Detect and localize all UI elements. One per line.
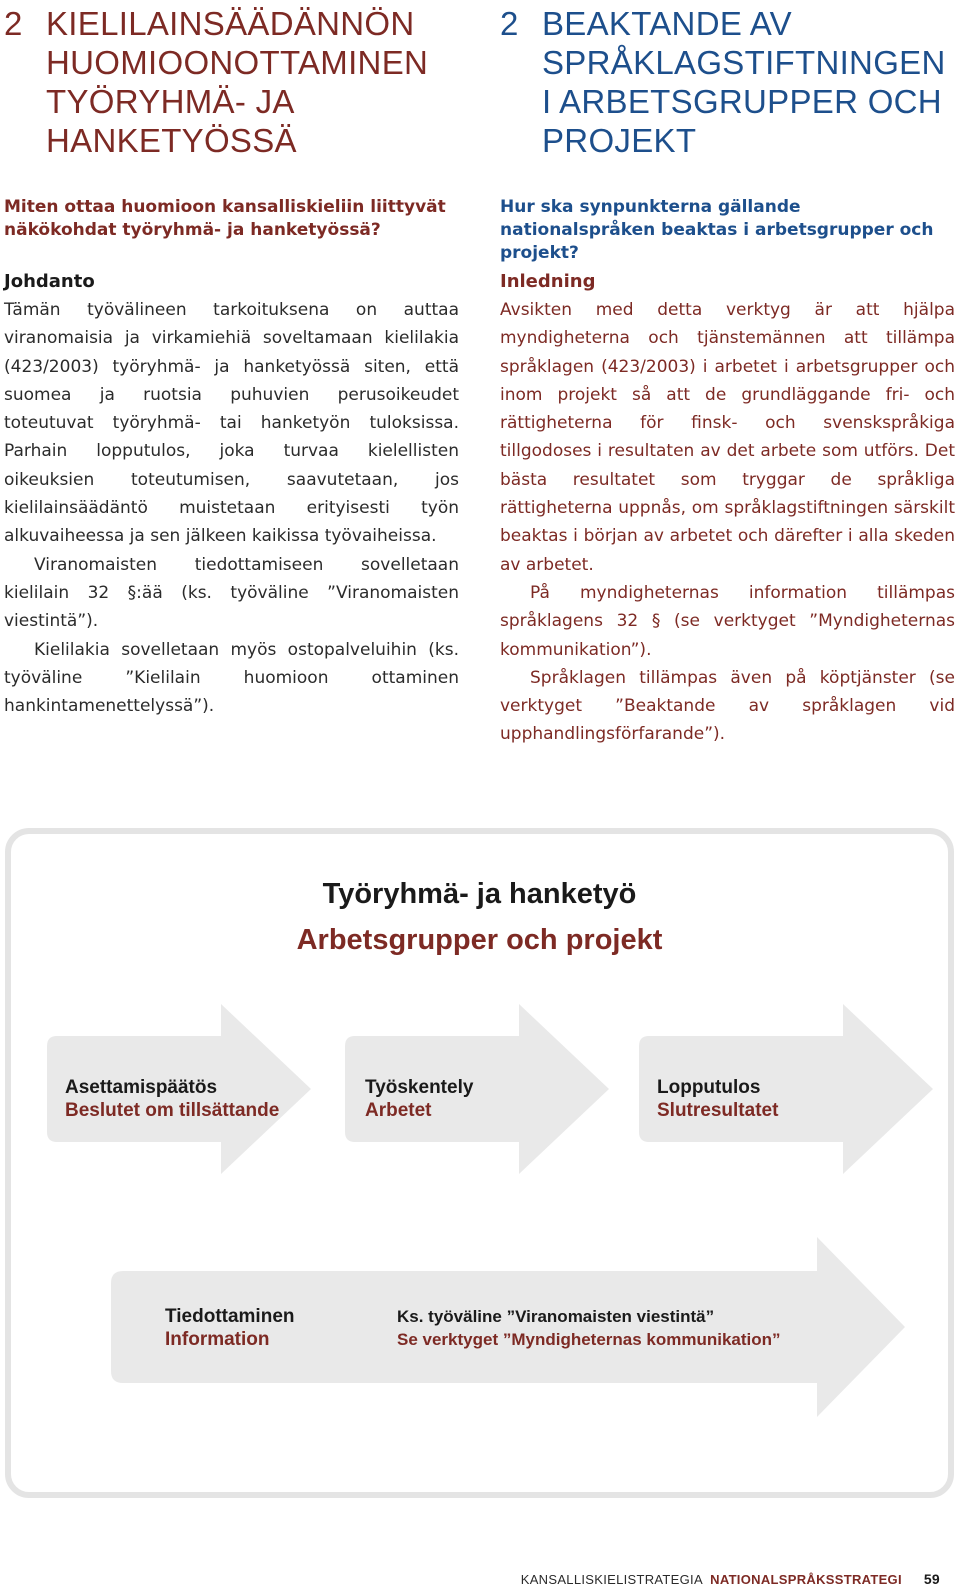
- chapter-title-sv: BEAKTANDE AV SPRÅKLAGSTIFTNINGEN I ARBETSGRUPPER OCH PROJEKT: [542, 5, 946, 159]
- chapter-heading-fi: [4, 0, 459, 160]
- step-label-sv: Beslutet om tillsättande: [65, 1100, 280, 1121]
- step-arrow: [635, 1004, 935, 1174]
- info-reference-fi: Ks. työväline ”Viranomaisten viestintä”: [397, 1307, 715, 1326]
- chapter-heading-sv: [500, 0, 955, 160]
- chapter-title-fi: KIELILAINSÄÄDÄNNÖN HUOMIOONOTTAMINEN TYÖRYHMÄ- JA HANKETYÖSSÄ: [46, 5, 429, 159]
- section-heading-fi: Johdanto: [4, 271, 95, 292]
- body-text-sv: [500, 296, 955, 749]
- finnish-column: [4, 0, 459, 717]
- step-label-fi: Lopputulos: [657, 1077, 761, 1098]
- lead-question-sv: Hur ska synpunkterna gällande nationalspråken beaktas i arbetsgrupper och projekt?: [500, 197, 934, 263]
- section-heading-sv: Inledning: [500, 271, 596, 292]
- paragraph: Kielilakia sovelletaan myös ostopalveluihin (ks. työväline ”Kielilain huomioon ottaminen hankintamenettelyssä”).: [4, 639, 459, 717]
- swedish-column: [500, 0, 955, 745]
- footer-title-fi: KANSALLISKIELISTRATEGIA: [520, 1572, 703, 1587]
- paragraph: Tämän työvälineen tarkoituksena on auttaa viranomaisia ja virkamiehiä soveltamaan kielilakia (423/2003) työryhmä- ja hanketyössä siten, että suomea ja ruotsia puhuvien perusoikeudet toteutuvat työryhmä- tai hanketyön tuloksissa. Parhain lopputulos, joka turvaa kielellisten oikeuksien toteutumisen, saavutetaan, jos kielilainsäädäntö muistetaan erityisesti työn alkuvaiheessa ja sen jälkeen kaikissa työvaiheissa.: [4, 300, 459, 547]
- chapter-number-sv: 2: [500, 5, 519, 42]
- footer-title-sv: NATIONALSPRÅKSSTRATEGI: [710, 1572, 902, 1587]
- step-label-sv: Arbetet: [365, 1100, 432, 1121]
- info-reference-sv: Se verktyget ”Myndigheternas kommunikation”: [397, 1330, 781, 1349]
- diagram-title-fi: Työryhmä- ja hanketyö: [322, 878, 637, 910]
- body-text-fi: [4, 296, 459, 720]
- info-label-fi: Tiedottaminen: [165, 1306, 295, 1327]
- paragraph: Viranomaisten tiedottamiseen sovelletaan kielilain 32 §:ää (ks. työväline ”Viranomaisten viestintä”).: [4, 554, 459, 632]
- lead-question-fi: Miten ottaa huomioon kansalliskieliin liittyvät näkökohdat työryhmä- ja hanketyössä?: [4, 197, 446, 240]
- paragraph: På myndigheternas information tillämpas språklagens 32 § (se verktyget ”Myndigheternas kommunikation”).: [500, 582, 955, 660]
- step-label-fi: Asettamispäätös: [65, 1077, 218, 1098]
- page-footer: [521, 1571, 940, 1587]
- step-arrow: [43, 1004, 313, 1174]
- information-arrow: [107, 1237, 907, 1417]
- step-label-sv: Slutresultatet: [657, 1100, 779, 1121]
- diagram-title-sv: Arbetsgrupper och projekt: [296, 924, 663, 956]
- page-number: 59: [923, 1571, 940, 1587]
- info-label-sv: Information: [165, 1329, 270, 1350]
- chapter-number-fi: 2: [4, 5, 23, 42]
- step-label-fi: Työskentely: [365, 1077, 474, 1098]
- workflow-diagram: [5, 828, 954, 1498]
- paragraph: Avsikten med detta verktyg är att hjälpa myndigheterna och tjänstemännen att tillämpa språklagen (423/2003) i arbetet i arbetsgrupper och inom projekt så att de grundläggande fri- och rättigheterna för finsk- och svenskspråkiga tillgodoses i resultaten av det arbete som utförs. Det bästa resultatet som tryggar de språkliga rättigheterna uppnås, om språklagstiftningen särskilt beaktas i början av arbetet och därefter i alla skeden av arbetet.: [500, 300, 955, 575]
- step-arrow: [341, 1004, 611, 1174]
- paragraph: Språklagen tillämpas även på köptjänster (se verktyget ”Beaktande av språklagen vid upphandlingsförfarande”).: [500, 667, 955, 745]
